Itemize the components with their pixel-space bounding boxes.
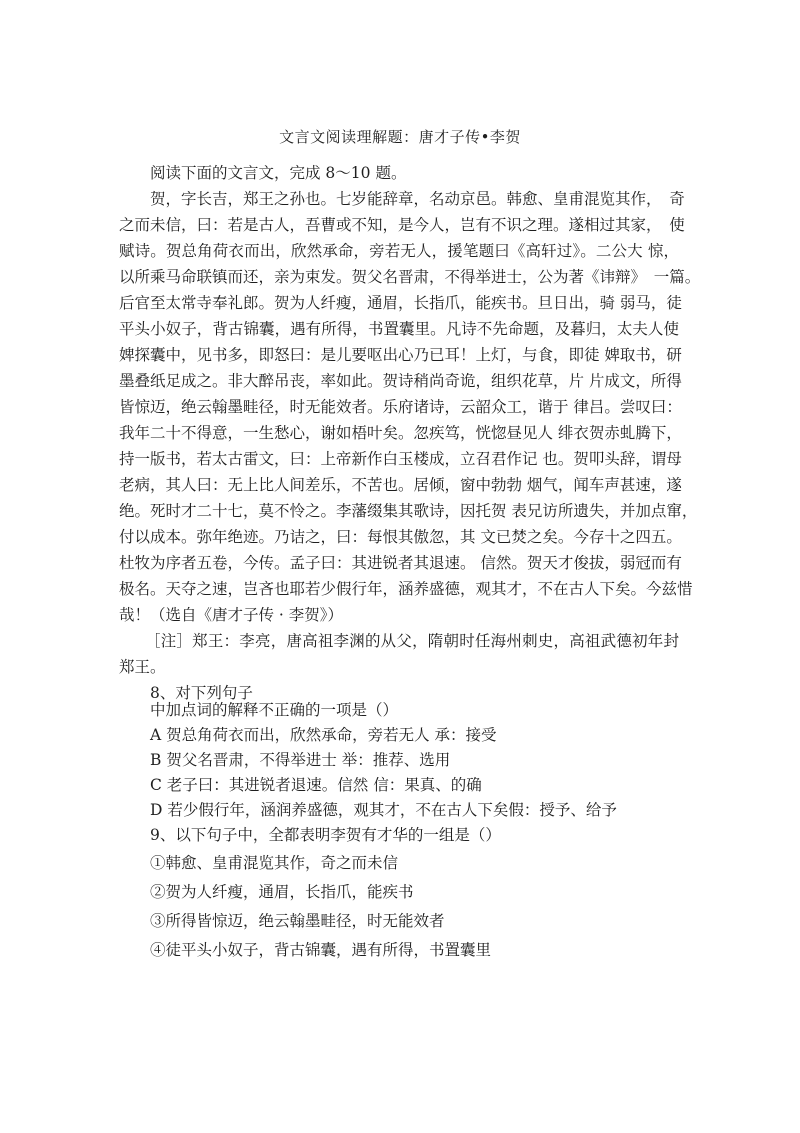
note-line: 郑王。 <box>119 658 166 676</box>
passage-line: 以所乘马命联镇而还，亲为束发。贺父名晋肃，不得举进士，公为著《讳辩》 一篇。 <box>119 268 701 286</box>
question-9-item: ①韩愈、皇甫混览其作，奇之而未信 <box>150 854 399 872</box>
passage-line: 贺，字长吉，郑王之孙也。七岁能辞章，名动京邑。韩愈、皇甫混览其作， 奇 <box>150 190 685 208</box>
question-9-header: 9、以下句子中，全都表明李贺有才华的一组是（） <box>150 826 501 844</box>
passage-line: 哉！（选自《唐才子传 · 李贺》） <box>119 606 344 624</box>
question-9-item: ②贺为人纤瘦，通眉，长指爪，能疾书 <box>150 883 414 901</box>
passage-body <box>119 160 701 706</box>
question-8-option: A 贺总角荷衣而出，欣然承命，旁若无人 承：接受 <box>150 726 497 744</box>
note-line: ［注］郑王：李亮，唐高祖李渊的从父，隋朝时任海州刺史，高祖武德初年封 <box>145 632 679 650</box>
question-8-option: C 老子曰：其进锐者退速。信然 信：果真、的确 <box>150 776 482 794</box>
question-8-option: B 贺父名晋肃，不得举进士 举：推荐、选用 <box>150 751 451 769</box>
passage-line: 持一版书，若太古雷文，曰：上帝新作白玉楼成，立召君作记 也。贺叩头辞，谓母 <box>119 450 682 468</box>
passage-line: 之而未信，曰：若是古人，吾曹或不知，是今人，岂有不识之理。遂相过其家， 使 <box>119 216 685 234</box>
question-block <box>150 698 670 963</box>
passage-line: 皆惊迈，绝云翰墨畦径，时无能效者。乐府诸诗，云韶众工，谐于 律吕。尝叹曰： <box>119 398 682 416</box>
passage-line: 婢探囊中，见书多，即怒曰：是儿要呕出心乃已耳！上灯，与食，即徒 婢取书，研 <box>119 346 682 364</box>
question-8-option: D 若少假行年，涵润养盛德，观其才，不在古人下矣假：授予、给予 <box>150 801 617 819</box>
passage-line: 平头小奴子，背古锦囊，遇有所得，书置囊里。凡诗不先命题，及暮归，太夫人使 <box>119 320 679 338</box>
passage-line: 墨叠纸足成之。非大醉吊丧，率如此。贺诗稍尚奇诡，组织花草，片 片成文，所得 <box>119 372 682 390</box>
passage-line: 付以成本。弥年绝迹。乃诘之，曰：每恨其傲忽，其 文已焚之矣。今存十之四五。 <box>119 528 682 546</box>
document-title: 文言文阅读理解题：唐才子传•李贺 <box>279 128 521 146</box>
question-9-item: ④徒平头小奴子，背古锦囊，遇有所得，书置囊里 <box>150 941 492 959</box>
passage-line: 绝。死时才二十七，莫不怜之。李藩缀集其歌诗，因托贺 表兄访所遗失，并加点窜， <box>119 502 698 520</box>
passage-line: 我年二十不得意，一生愁心，谢如梧叶矣。忽疾笃，恍惚昼见人 绯衣贺赤虬腾下， <box>119 424 682 442</box>
passage-line: 杜牧为序者五卷，今传。孟子曰：其进锐者其退速。 信然。贺天才俊拔，弱冠而有 <box>119 554 682 572</box>
intro-line: 阅读下面的文言文，完成 8～10 题。 <box>150 164 407 182</box>
passage-line: 赋诗。贺总角荷衣而出，欣然承命，旁若无人，援笔题曰《高轩过》。二公大 惊， <box>119 242 679 260</box>
passage-line: 后官至太常寺奉礼郎。贺为人纤瘦，通眉，长指爪，能疾书。旦日出，骑 弱马，徒 <box>119 294 682 312</box>
passage-line: 极名。天夺之速，岂吝也耶若少假行年，涵养盛德，观其才，不在古人下矣。今兹惜 <box>119 580 693 598</box>
question-8-header: 8、对下列句子 <box>150 684 253 702</box>
question-9-item: ③所得皆惊迈，绝云翰墨畦径，时无能效者 <box>150 912 445 930</box>
question-8-stem: 中加点词的解释不正确的一项是（） <box>150 701 399 719</box>
passage-line: 老病，其人曰：无上比人间差乐，不苦也。居倾，窗中勃勃 烟气，闻车声甚速，遂 <box>119 476 682 494</box>
